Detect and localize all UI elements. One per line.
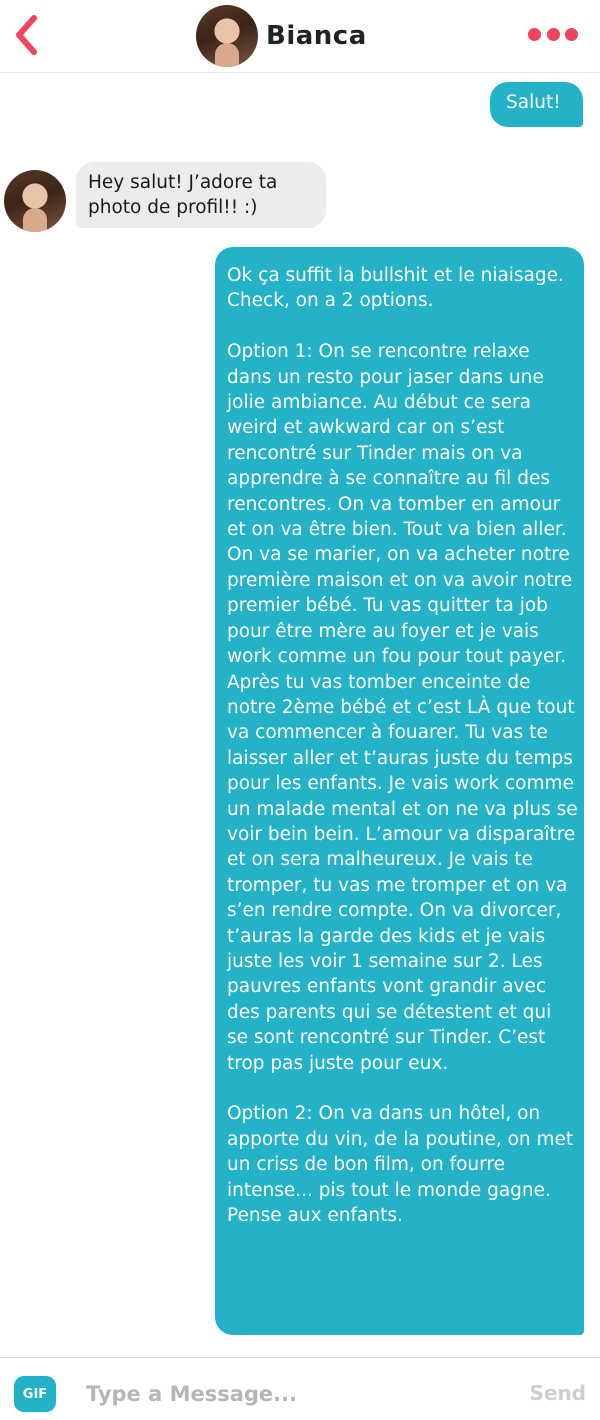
more-dots-icon [528, 28, 541, 41]
chevron-left-icon [10, 12, 50, 58]
message-bubble-sent: Ok ça suffit la bullshit et le niaisage. Check, on a 2 options. Option 1: On se rencontre relaxe dans un resto pour jaser dans une jolie ambiance. Au début ce sera weird et awkward car on s’est rencontré sur Tinder mais on va apprendre à se connaître au fil des rencontres. On va tomber en amour et on va être bien. Tout va bien aller. On va se marier, on va acheter notre première maison et on va avoir notre premier bébé. Tu vas quitter ta job pour être mère au foyer et je vais work comme un fou pour tout payer. Après tu vas tomber enceinte de notre 2ème bébé et c’est LÀ que tout va commencer à fouarer. Tu vas te laisser aller et t’auras juste du temps pour les enfants. Je vais work comme un malade mental et on ne va plus se voir bein bein. L’amour va disparaître et on sera malheureux. Je vais te tromper, tu vas me tromper et on va s’en rendre compte. On va divorcer, t’auras la garde des kids et je vais juste les voir 1 semaine sur 2. Les pauvres enfants vont grandir avec des parents qui se détestent et qui se sont rencontré sur Tinder. C’est trop pas juste pour eux. Option 2: On va dans un hôtel, on apporte du vin, de la poutine, on met un criss de bon film, on fourre intense... pis tout le monde gagne. Pense aux enfants. [215, 247, 584, 1335]
chat-header [0, 0, 600, 73]
more-dots-icon [547, 28, 560, 41]
more-options-button[interactable] [528, 24, 578, 44]
contact-info[interactable] [196, 4, 367, 68]
message-composer [0, 1357, 600, 1420]
message-input[interactable] [74, 1374, 506, 1414]
sender-avatar[interactable] [4, 170, 66, 232]
message-bubble-received: Hey salut! J’adore ta photo de profil!! :) [76, 162, 326, 228]
contact-avatar[interactable] [196, 5, 258, 67]
back-button[interactable] [10, 12, 50, 58]
gif-button[interactable]: GIF [14, 1376, 56, 1412]
message-bubble-sent: Salut! [490, 82, 583, 127]
more-dots-icon [565, 28, 578, 41]
send-button[interactable]: Send [529, 1381, 586, 1405]
contact-name: Bianca [266, 21, 367, 51]
